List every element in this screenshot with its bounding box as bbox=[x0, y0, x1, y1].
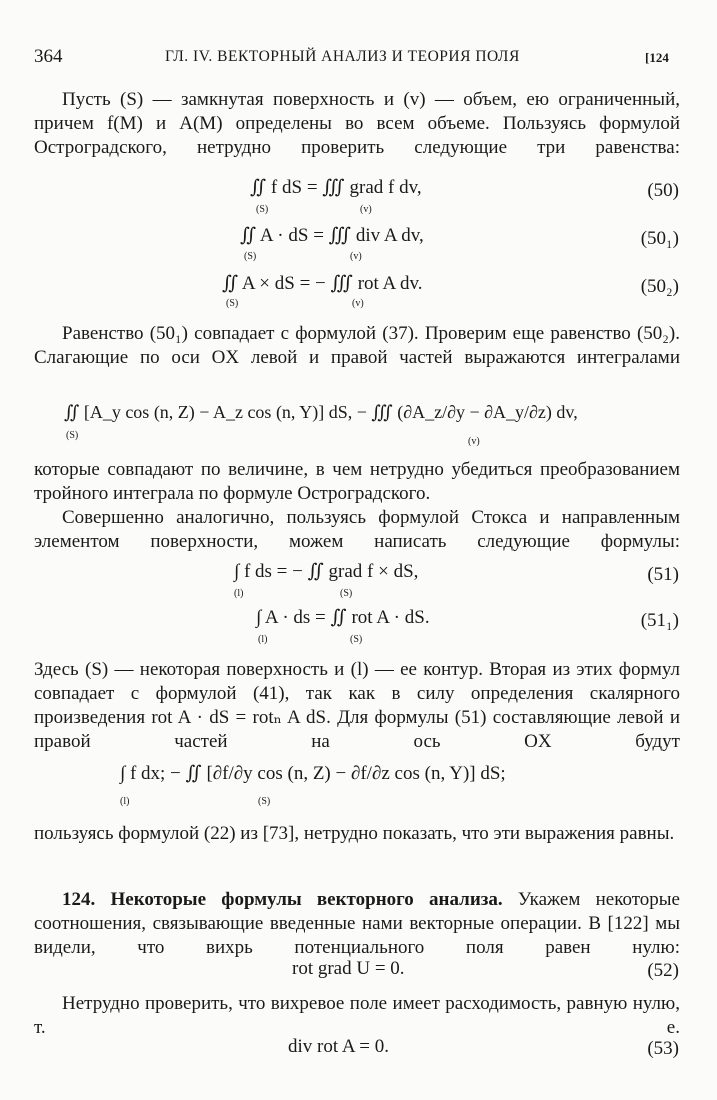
component-expressions: ∫ f dx; − ∬ [∂f/∂y cos (n, Z) − ∂f/∂z cos (n, Y)] dS; bbox=[120, 763, 506, 784]
paragraph-4: Совершенно аналогично, пользуясь формулой Стокса и направленным элементом поверхности, можем написать следующие формулы: bbox=[34, 507, 680, 552]
paragraph-3: которые совпадают по величине, в чем нетрудно убедиться преобразованием тройного интеграла по формуле Остроградского. bbox=[34, 459, 680, 504]
section-124-paragraph bbox=[34, 888, 680, 960]
limit-S: (S) bbox=[350, 634, 363, 645]
limit-v: (v) bbox=[352, 298, 364, 309]
running-title: ГЛ. IV. ВЕКТОРНЫЙ АНАЛИЗ И ТЕОРИЯ ПОЛЯ bbox=[165, 48, 520, 65]
equation-52-number: (52) bbox=[647, 960, 679, 981]
equation-50: ∬ f dS = ∭ grad f dv, bbox=[250, 177, 422, 198]
equation-53: div rot A = 0. bbox=[288, 1036, 389, 1057]
page-number: 364 bbox=[34, 46, 63, 67]
section-body: Укажем некоторые соотношения, связывающие введенные нами векторные операции. В [122] мы видели, что вихрь потенциального поля равен нулю: bbox=[34, 889, 680, 958]
limit-l: (l) bbox=[120, 796, 130, 807]
limit-S: (S) bbox=[226, 298, 239, 309]
limit-S: (S) bbox=[256, 204, 269, 215]
component-integrals: ∬ [A_y cos (n, Z) − A_z cos (n, Y)] dS, − ∭ (∂A_z/∂y − ∂A_y/∂z) dv, bbox=[64, 402, 578, 422]
limit-l: (l) bbox=[234, 588, 244, 599]
limit-v: (v) bbox=[360, 204, 372, 215]
limit-S: (S) bbox=[340, 588, 353, 599]
paragraph-1: Пусть (S) — замкнутая поверхность и (v) — объем, ею ограниченный, причем f(M) и A(M) определены во всем объеме. Пользуясь формулой Остроградского, нетрудно проверить следующие три равенства: bbox=[34, 89, 680, 158]
equation-53-number: (53) bbox=[647, 1038, 679, 1059]
equation-50-2-number: (50₂) bbox=[640, 276, 679, 297]
paragraph-6: пользуясь формулой (22) из [73], нетрудно показать, что эти выражения равны. bbox=[34, 823, 675, 844]
equation-51: ∫ f ds = − ∬ grad f × dS, bbox=[234, 561, 419, 582]
limit-S: (S) bbox=[244, 251, 257, 262]
section-marker: [124 bbox=[645, 50, 669, 65]
limit-v: (v) bbox=[350, 251, 362, 262]
equation-51-1: ∫ A · ds = ∬ rot A · dS. bbox=[256, 607, 430, 628]
paragraph-8: Нетрудно проверить, что вихревое поле имеет расходимость, равную нулю, т. е. bbox=[34, 993, 680, 1038]
section-heading: 124. Некоторые формулы векторного анализа. bbox=[62, 889, 503, 910]
equation-50-1: ∬ A · dS = ∭ div A dv, bbox=[240, 225, 424, 246]
limit-l: (l) bbox=[258, 634, 268, 645]
equation-51-number: (51) bbox=[647, 564, 679, 585]
limit-v: (v) bbox=[468, 436, 480, 447]
equation-51-1-number: (51₁) bbox=[640, 610, 679, 631]
paragraph-5: Здесь (S) — некоторая поверхность и (l) — ее контур. Вторая из этих формул совпадает с формулой (41), так как в силу определения скалярного произведения rot A · dS = rotₙ A dS. Для формулы (51) составляющие левой и правой частей на ось OX будут bbox=[34, 659, 680, 752]
paragraph-2: Равенство (50₁) совпадает с формулой (37). Проверим еще равенство (50₂). Слагающие по оси OX левой и правой частей выражаются интегралами bbox=[34, 323, 680, 368]
equation-50-1-number: (50₁) bbox=[640, 228, 679, 249]
limit-S: (S) bbox=[66, 430, 79, 441]
equation-52: rot grad U = 0. bbox=[292, 958, 405, 979]
equation-50-2: ∬ A × dS = − ∭ rot A dv. bbox=[222, 273, 423, 294]
limit-S: (S) bbox=[258, 796, 271, 807]
equation-50-number: (50) bbox=[647, 180, 679, 201]
